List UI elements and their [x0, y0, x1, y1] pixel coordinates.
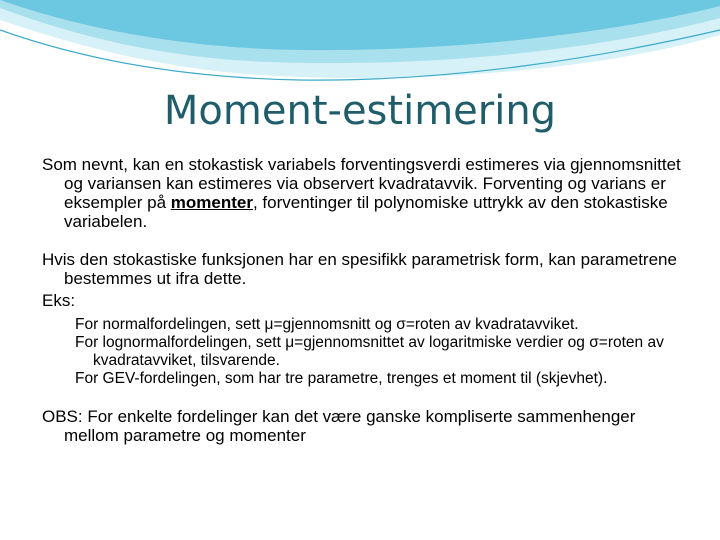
header-wave-decoration [0, 0, 720, 95]
example-gev: For GEV-fordelingen, som har tre parametre, trenges et moment til (skjevhet). [75, 370, 608, 387]
example-normal: For normalfordelingen, sett μ=gjennomsnitt og σ=roten av kvadratavviket. [75, 316, 579, 333]
example-label: Eks: [42, 291, 76, 310]
paragraph-moments-text-start: Som nevnt, kan en stokastisk variabels forventingsverdi estimeres via gjennomsnittet og variansen kan estimeres via observert kvadratavvik. Forventing og varians er eksempler på [42, 155, 681, 212]
moments-term: momenter [170, 193, 253, 212]
slide-title: Moment-estimering [163, 88, 557, 134]
paragraph-moments [42, 155, 692, 231]
example-lognormal: For lognormalfordelingen, sett μ=gjennomsnittet av logaritmiske verdier og σ=roten av kvadratavviket, tilsvarende. [75, 334, 664, 369]
slide-body [42, 155, 692, 445]
note-obs: OBS: For enkelte fordelinger kan det være ganske kompliserte sammenhenger mellom parametre og momenter [42, 407, 636, 445]
paragraph-parametric: Hvis den stokastiske funksjonen har en spesifikk parametrisk form, kan parametrene bestemmes ut ifra dette. [42, 250, 677, 288]
paragraph-moments-text-end: , forventinger til polynomiske uttrykk av den stokastiske variabelen. [64, 193, 668, 231]
